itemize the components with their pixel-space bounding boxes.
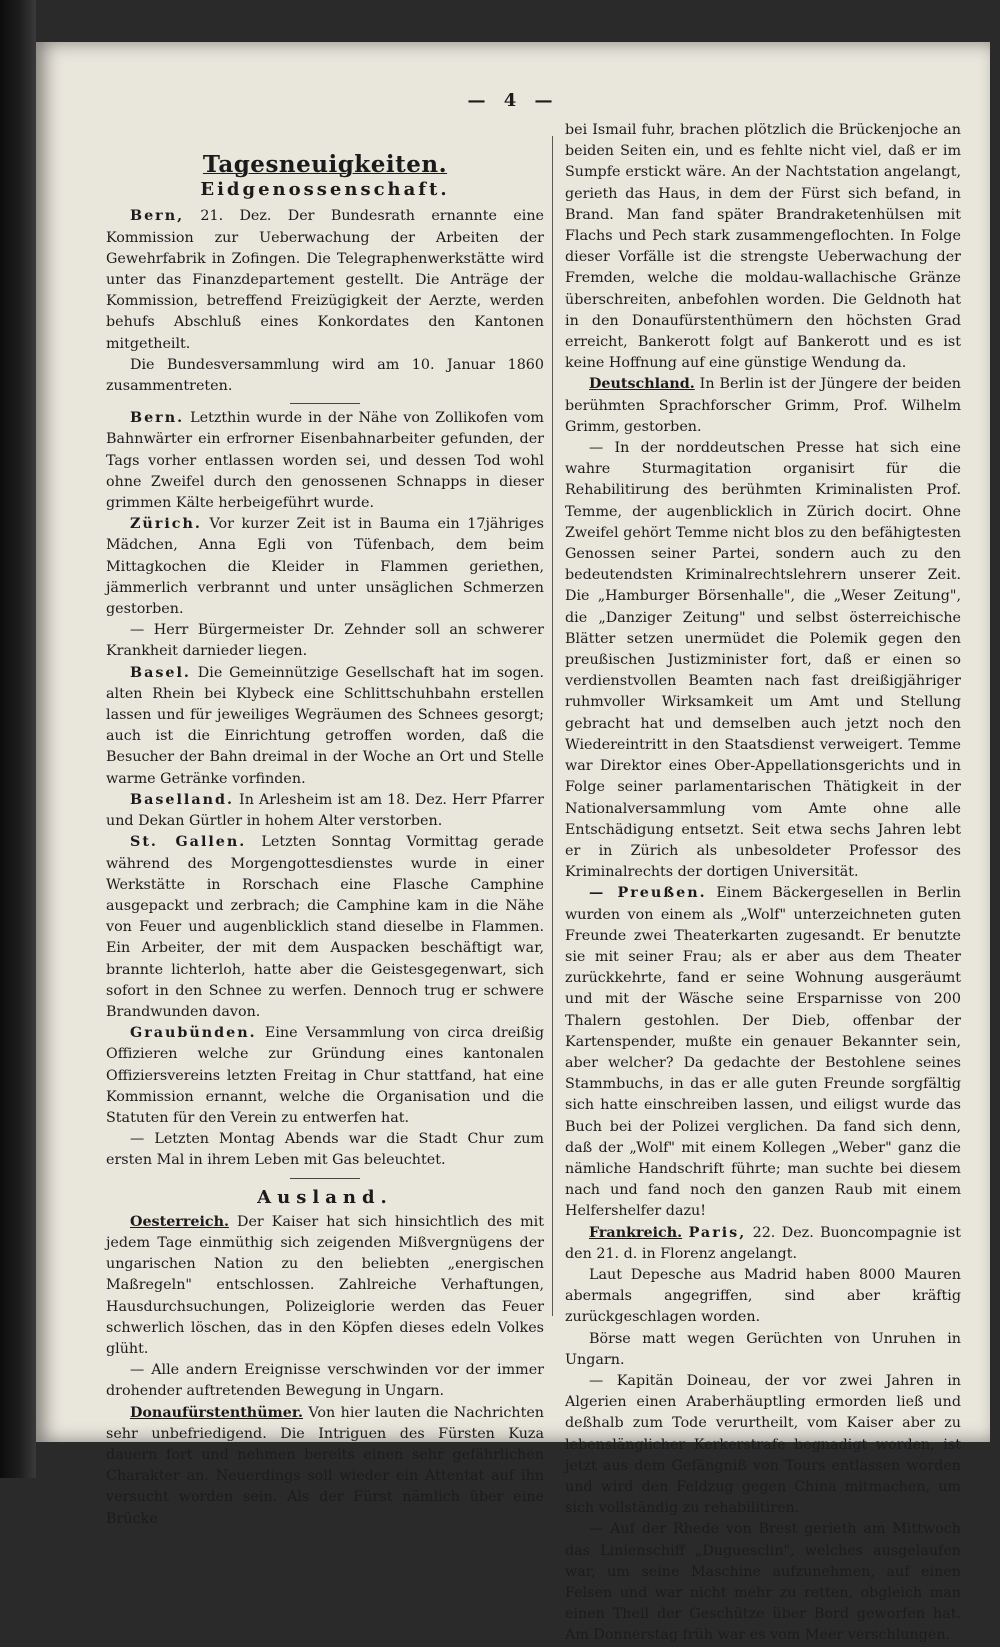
dateline: Zürich. <box>130 516 202 533</box>
news-paragraph <box>106 408 544 514</box>
news-paragraph <box>106 1403 544 1530</box>
dateline: Graubünden. <box>130 1025 257 1042</box>
news-paragraph <box>106 1129 544 1171</box>
paragraph-text: Die Gemeinnützige Gesellschaft hat im sogen. alten Rhein bei Klybeck eine Schlittschuhbahn erstellen lassen und für jeweiliges Wegräumen des Schnees gesorgt; auch ist die Einrichtung getroffen worden, daß die Besucher der Bahn dreimal in der Woche an Ort und Stelle warme Getränke vorfinden. <box>106 664 544 787</box>
paragraph-text: bei Ismail fuhr, brachen plötzlich die Brückenjoche an beiden Seiten ein, und es fehlte nicht viel, daß er im Sumpfe erstickt wäre. An der Nachtstation angelangt, gerieth das Haus, in dem der Fürst sich befand, in Brand. Man fand später Brandraketenhülsen mit Flachs und Pech stark zusammengeflochten. In Folge dieser Vorfälle ist die strengste Ueberwachung der Fremden, welche die moldau-wallachische Gränze überschreiten, anbefohlen worden. Die Geldnoth hat in den Donaufürstenthümern den höchsten Grad erreicht, Bankerott folgt auf Bankerott und es ist keine Hoffnung auf eine günstige Wendung da. <box>565 122 961 372</box>
news-paragraph <box>106 514 544 620</box>
column-divider <box>552 136 553 1316</box>
news-paragraph <box>106 1212 544 1360</box>
section-title-abroad: Ausland. <box>257 1186 393 1208</box>
dateline: Bern, <box>130 208 185 225</box>
dateline: — Preußen. <box>589 885 707 902</box>
book-binding <box>0 0 36 1478</box>
news-paragraph <box>565 1371 961 1519</box>
paragraph-text: Börse matt wegen Gerüchten von Unruhen in Ungarn. <box>565 1330 961 1368</box>
dateline: St. Gallen. <box>130 834 247 851</box>
paragraph-text: 21. Dez. Der Bundesrath ernannte eine Kommission zur Ueberwachung der Arbeiten der Gewehrfabrik in Zofingen. Die Telegraphenwerkstätte wird unter das Finanzdepartement gestellt. Die Anträge der Kommission, betreffend Freizügigkeit der Aerzte, werden behufs Abschluß eines Konkordates den Kantonen mitgetheilt. <box>106 208 544 352</box>
paragraph-text: — Letzten Montag Abends war die Stadt Chur zum ersten Mal in ihrem Leben mit Gas beleuchtet. <box>106 1131 544 1169</box>
paragraph-text: Vor kurzer Zeit ist in Bauma ein 17jähriges Mädchen, Anna Egli von Tüfenbach, dem beim Mittagkochen die Kleider in Flammen geriethen, jämmerlich verbrannt und unter unsäglichen Schmerzen gestorben. <box>106 516 544 618</box>
page-number: — 4 — <box>467 90 559 111</box>
right-column <box>565 120 961 1647</box>
section-heading: Tagesneuigkeiten. <box>202 151 448 178</box>
paragraph-text: Laut Depesche aus Madrid haben 8000 Mauren abermals angegriffen, sind aber kräftig zurückgeschlagen worden. <box>565 1266 961 1326</box>
paragraph-text: Von hier lauten die Nachrichten sehr unbefriedigend. Die Intriguen des Fürsten Kuza dauern fort und nehmen bereits einen sehr gefährlichen Charakter an. Neuerdings soll wieder ein Attentat auf ihn versucht worden sein. Als der Fürst nämlich über eine Brücke <box>106 1404 544 1527</box>
dateline: Basel. <box>130 664 191 681</box>
news-paragraph <box>565 1223 961 1265</box>
country-heading: Oesterreich. <box>130 1213 229 1230</box>
news-paragraph <box>106 663 544 790</box>
news-paragraph <box>106 1023 544 1129</box>
paragraph-text: — Auf der Rhede von Brest gerieth am Mittwoch das Linienschiff „Duguesclin", welches ausgelaufen war, um seine Maschine aufzunehmen, auf einen Felsen und war nicht mehr zu retten, obgleich man einen Theil der Geschütze über Bord geworfen hat. Am Donnerstag früh war es vom Meer verschlungen. <box>565 1521 961 1644</box>
paragraph-text: Der Kaiser hat sich hinsichtlich des mit jedem Tage einmüthig sich zeigenden Mißvergnügens der ungarischen Nation zu den beliebten „energischen Maßregeln" entschlossen. Zahlreiche Verhaftungen, Hausdurchsuchungen, Polizeiglorie werden das Feuer schwerlich löschen, das in den Köpfen dieses edeln Volkes glüht. <box>106 1213 544 1357</box>
dateline: Baselland. <box>130 791 234 808</box>
paragraph-text: — Kapitän Doineau, der vor zwei Jahren in Algerien einen Araberhäuptling ermorden ließ und deßhalb zum Tode verurtheilt, vom Kaiser aber zu lebenslänglicher Kerkerstrafe begnadigt worden, ist jetzt aus dem Gefängniß von Tours entlassen worden und wird den Feldzug gegen China mitmachen, um sich vollständig zu rehabilitiren. <box>565 1372 961 1517</box>
paragraph-text: Eine Versammlung von circa dreißig Offizieren welche zur Gründung eines kantonalen Offiziersvereins letzten Freitag in Chur stattfand, hat eine Kommission ernannt, welche die Organisation und die Statuten für den Verein zu entwerfen hat. <box>106 1025 544 1126</box>
country-heading: Deutschland. <box>589 376 695 393</box>
news-paragraph <box>106 832 544 1023</box>
country-heading: Frankreich. <box>589 1224 683 1241</box>
paragraph-text: — In der norddeutschen Presse hat sich eine wahre Sturmagitation organisirt für die Rehabilitirung des berühmten Kriminalisten Prof. Temme, der augenblicklich in Zürich docirt. Ohne Zweifel gehört Temme nicht blos zu den befähigtesten Genossen seiner Partei, sondern auch zu den bedeutendsten Kriminalrechtslehrern unserer Zeit. Die „Hamburger Börsenhalle", die „Weser Zeitung", die „Danziger Zeitung" und selbst österreichische Blätter setzen unermüdet die Polemik gegen den preußischen Justizminister fort, daß er einen so verdienstvollen Beamten nach fast dreißigjähriger ruhmvoller Wirksamkeit um Amt und Stellung gebracht hat und demselben auch jetzt noch den Wiedereintritt in den Staatsdienst verweigert. Temme war Direktor eines Ober-Appellationsgerichts und in Folge seiner parlamentarischen Thätigkeit in der Nationalversammlung vom Amte ohne alle Entschädigung entsetzt. Seit etwa sechs Jahren lebt er in Zürich als unbesoldeter Professor des Kriminalrechts der dortigen Universität. <box>565 440 961 881</box>
dateline: Bern. <box>130 410 185 427</box>
news-paragraph <box>565 438 961 883</box>
news-paragraph <box>106 1360 544 1402</box>
paragraph-text: Letzten Sonntag Vormittag gerade während des Morgengottesdienstes wurde in einer Werkstätte in Rorschach eine Flasche Camphine ausgepackt und zerbrach; die Camphine kam in die Nähe von Feuer und augenblicklich stand dieselbe in Flammen. Ein Arbeiter, der mit dem Auspacken beschäftigt war, brannte lichterloh, hatte aber die Geistesgegenwart, sich sofort in den Schnee zu werfen. Dennoch trug er schwere Brandwunden davon. <box>106 834 545 1020</box>
country-heading: Donaufürstenthümer. <box>130 1404 304 1421</box>
news-paragraph <box>106 620 544 662</box>
paragraph-text: In Berlin ist der Jüngere der beiden berühmten Sprachforscher Grimm, Prof. Wilhelm Grimm, gestorben. <box>565 376 961 435</box>
newspaper-page <box>36 42 990 1644</box>
news-paragraph <box>565 1329 961 1371</box>
news-paragraph <box>565 120 961 374</box>
paragraph-text: — Alle andern Ereignisse verschwinden vor der immer drohender auftretenden Bewegung in Ungarn. <box>106 1362 544 1400</box>
separator-line <box>290 1178 360 1179</box>
news-paragraph <box>106 790 544 832</box>
paragraph-text: In Arlesheim ist am 18. Dez. Herr Pfarrer und Dekan Gürtler in hohem Alter verstorben. <box>106 791 544 830</box>
news-paragraph <box>565 1519 961 1646</box>
news-paragraph <box>565 374 961 438</box>
paragraph-text: Einem Bäckergesellen in Berlin wurden von einem als „Wolf" unterzeichneten guten Freunde zwei Theaterkarten zugesandt. Er benutzte sie mit seiner Frau; als er aber aus dem Theater zurückkehrte, fand er seine Wohnung ausgeräumt und mit der Wäsche seine Ersparnisse von 200 Thalern gestohlen. Der Dieb, offenbar der Kartenspender, mußte ein genauer Bekannter sein, aber welcher? Da gedachte der Bestohlene seines Stammbuchs, in das er alle guten Freunde sorgfältig sich hatte einschreiben lassen, und eiligst wurde das Buch bei der Polizei verglichen. Da fand sich denn, daß der „Wolf" mit einem Kollegen „Weber" ganz die nämliche Handschrift führte; man suchte bei diesem nach und fand noch den ganzen Raub mit einem Helfershelfer dazu! <box>565 885 962 1220</box>
news-paragraph <box>565 883 961 1222</box>
news-paragraph <box>106 355 544 397</box>
paragraph-text: 22. Dez. Buoncompagnie ist den 21. d. in Florenz angelangt. <box>565 1224 962 1262</box>
news-paragraph <box>565 1265 961 1329</box>
paragraph-text: — Herr Bürgermeister Dr. Zehnder soll an schwerer Krankheit darnieder liegen. <box>106 622 544 660</box>
left-column <box>106 120 544 1530</box>
paragraph-text: Letzthin wurde in der Nähe von Zollikofen vom Bahnwärter ein erfrorner Eisenbahnarbeiter gefunden, der Tags vorher entlassen worden sei, und dessen Tod wohl ohne Zweifel durch den genossenen Schnapps in dieser grimmen Kälte herbeigeführt wurde. <box>106 410 544 512</box>
news-paragraph <box>106 206 544 354</box>
separator-line <box>290 403 360 404</box>
dateline: Paris, <box>688 1224 747 1241</box>
section-title-swiss: Eidgenossenschaft. <box>200 179 450 201</box>
paragraph-text: Die Bundesversammlung wird am 10. Januar 1860 zusammentreten. <box>106 356 544 395</box>
